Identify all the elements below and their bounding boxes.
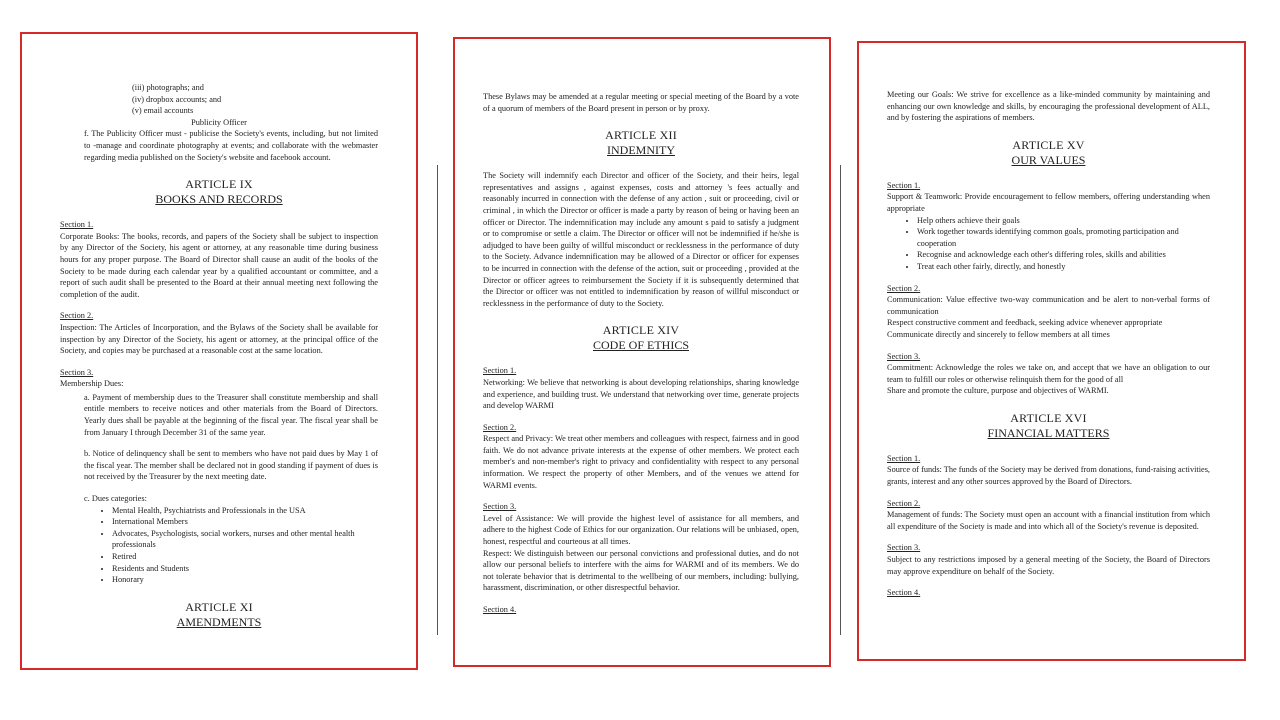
document-page-1	[20, 32, 418, 670]
intro-text: These Bylaws may be amended at a regular meeting or special meeting of the Board by a vote of a quorum of members of the Board present in person or by proxy.	[483, 92, 799, 113]
section-label: Section 2.	[60, 311, 94, 321]
article-title: ARTICLE XIV	[602, 323, 680, 338]
section-text: Communicate directly and sincerely to fellow members at all times	[887, 329, 1110, 339]
article-subtitle: FINANCIAL MATTERS	[987, 425, 1110, 440]
section-text: Respect constructive comment and feedback, seeking advice whenever appropriate	[887, 318, 1163, 328]
article-title: ARTICLE XI	[185, 599, 253, 614]
article-title: ARTICLE XVI	[1010, 410, 1087, 425]
dues-clause-b: b. Notice of delinquency shall be sent to members who have not paid dues by May 1 of the fiscal year. The member shall be declared not in good standing if payment of dues is not received by the Treasurer by the next meeting date.	[84, 449, 378, 482]
section-label: Section 3.	[887, 543, 921, 553]
section-text: Inspection: The Articles of Incorporation, and the Bylaws of the Society shall be available for inspection by any Director of the Society, his agent or attorney, at the principal office of the Society, and copies may be purchased at a reasonable cost at the same location.	[60, 322, 378, 356]
values-list	[887, 215, 1210, 273]
list-item: (iii) photographs; and	[132, 83, 204, 92]
list-item: (v) email accounts	[132, 106, 194, 116]
publicity-heading: Publicity Officer	[191, 117, 247, 127]
section-text: Source of funds: The funds of the Society may be derived from donations, fund-raising activities, grants, interest and any other sources approved by the Board of Directors.	[887, 465, 1210, 487]
list-item: • Work together towards identifying common goals, promoting participation and cooperation	[917, 226, 1210, 249]
section-text: Corporate Books: The books, records, and papers of the Society shall be subject to inspection by any Director of the Society, his agent or attorney, at any reasonable time during business hours for any proper purpose. The Board of Director shall cause an audit of the books of the Society to be made during each calendar year by a qualified accountant or committee, and a report of such audit shall be presented to the Board at their annual meeting next following the completion of the audit.	[60, 231, 378, 299]
article-subtitle: OUR VALUES	[1011, 152, 1086, 167]
article-subtitle: CODE OF ETHICS	[592, 338, 689, 353]
section-text: Communication: Value effective two-way communication and be alert to non-verbal forms of communication	[887, 295, 1210, 316]
article-subtitle: AMENDMENTS	[176, 614, 262, 629]
dues-clause-c: c. Dues categories:	[84, 494, 147, 504]
list-item: • Mental Health, Psychiatrists and Professionals in the USA	[112, 505, 378, 517]
section-text: Respect: We distinguish between our personal convictions and professional duties, and do not allow our personal beliefs to interfere with the aims for WARMI and of its members. We do not tolerate behavior that is detrimental to the wellbeing of our members, including: bullying, harassment, discrimination, or other disrespectful behavior.	[483, 548, 799, 593]
section-label: Section 3.	[887, 351, 921, 361]
list-item: • Advocates, Psychologists, social workers, nurses and other mental health professionals	[112, 528, 378, 551]
section-text: Share and promote the culture, purpose and objectives of WARMI.	[887, 386, 1109, 396]
section-label: Section 1.	[887, 453, 921, 463]
list-item: • Help others achieve their goals	[917, 215, 1210, 227]
list-item: • International Members	[112, 516, 378, 528]
section-label: Section 2.	[887, 498, 921, 508]
list-item: • Honorary	[112, 574, 378, 586]
list-item: • Retired	[112, 551, 378, 563]
section-text: Commitment: Acknowledge the roles we take on, and accept that we have an obligation to our team to fulfill our roles or otherwise relinquish them for the good of all	[887, 363, 1210, 384]
section-text: Support & Teamwork: Provide encouragement to fellow members, offering understanding when appropriate	[887, 192, 1210, 213]
article-title: ARTICLE XII	[605, 128, 677, 143]
page-separator	[840, 165, 841, 635]
page-separator	[437, 165, 438, 635]
document-page-2	[453, 37, 831, 667]
article-subtitle: BOOKS AND RECORDS	[155, 192, 283, 207]
article-subtitle: INDEMNITY	[607, 143, 675, 158]
section-label: Section 3.	[483, 502, 517, 512]
section-text: Management of funds: The Society must open an account with a financial institution from which all expenditure of the Society is made and into which all of the Society's revenue is deposited.	[887, 510, 1210, 531]
section-label: Section 1.	[60, 220, 94, 230]
dues-categories-list	[60, 505, 378, 586]
publicity-text: f. The Publicity Officer must - publicise the Society's events, including, but not limited to -manage and coordinate photography at events; and collaborate with the webmaster regarding media published on the Society's website and facebook account.	[84, 129, 378, 162]
section-text: Respect and Privacy: We treat other members and colleagues with respect, fairness and in good faith. We do not advance private interests at the expense of other members. We protect each member's and non-member's right to privacy and confidentiality with respect to any personal information. We respect the property of other Members, and of the venues we attend for WARMI events.	[483, 434, 799, 490]
section-text: Networking: We believe that networking is about developing relationships, sharing knowledge and experience, and building trust. We understand that networking over time, generate projects and develop WARMI	[483, 377, 799, 411]
article-title: ARTICLE XV	[1012, 137, 1085, 152]
list-item: • Residents and Students	[112, 563, 378, 575]
section-text: Level of Assistance: We will provide the highest level of assistance for all members, and adhere to the highest Code of Ethics for our organization. Our relations will be unbiased, open, honest, respectful and courteous at all times.	[483, 513, 799, 547]
section-label: Section 4.	[887, 588, 921, 598]
document-page-3	[857, 41, 1246, 661]
section-text: Subject to any restrictions imposed by a general meeting of the Society, the Board of Directors may approve expenditure on behalf of the Society.	[887, 555, 1210, 576]
dues-clause-a: a. Payment of membership dues to the Treasurer shall constitute membership and shall entitle members to receive notices and other materials from the Board of Directors. Yearly dues shall be payable at the beginning of the fiscal year. The fiscal year shall be from January I through December 31 of the same year.	[84, 392, 378, 437]
article-title: ARTICLE IX	[185, 177, 253, 192]
list-item: • Recognise and acknowledge each other's differing roles, skills and abilities	[917, 249, 1210, 261]
section-label: Section 1.	[887, 180, 921, 190]
intro-text: Meeting our Goals: We strive for excellence as a like-minded community by maintaining and enhancing our own knowledge and skills, by encouraging the professional development of ALL, and by fostering the aspirations of members.	[887, 90, 1210, 123]
section-label: Section 2.	[483, 422, 517, 432]
section-label: Section 2.	[887, 283, 921, 293]
section-label: Section 4.	[483, 605, 517, 614]
section-label: Section 1.	[483, 366, 517, 376]
section-label: Section 3.	[60, 367, 94, 377]
section-heading: Membership Dues:	[60, 379, 124, 389]
section-text: The Society will indemnify each Director and officer of the Society, and their heirs, legal representatives and assigns , against expenses, costs and attorney 's fees actually and reasonably incurred in connection with the defense of any action , suit or proceeding, civil or criminal , in which the Director or officer is made a party by reason of being or having been an officer or Director. The indemnification may include any amount s paid to satisfy a judgment or to compromise or settle a claim. The Director or officer will not be indemnified if he/she is adjudged to have been guilty of willful misconduct or recklessness in the performance of duty to the Society. Advance indemnification may be allowed of a Director or officer for expenses to be incurred in connection with the defense of the action, suit or proceeding , provided at the Director or officer agrees to reimbursement the Society if it is subsequently determined that the Director or officer was not entitled to indemnification by reason of willful misconduct or recklessness in the performance of duty to the Society.	[483, 171, 799, 308]
list-item: • Treat each other fairly, directly, and honestly	[917, 261, 1210, 273]
list-item: (iv) dropbox accounts; and	[132, 94, 222, 104]
